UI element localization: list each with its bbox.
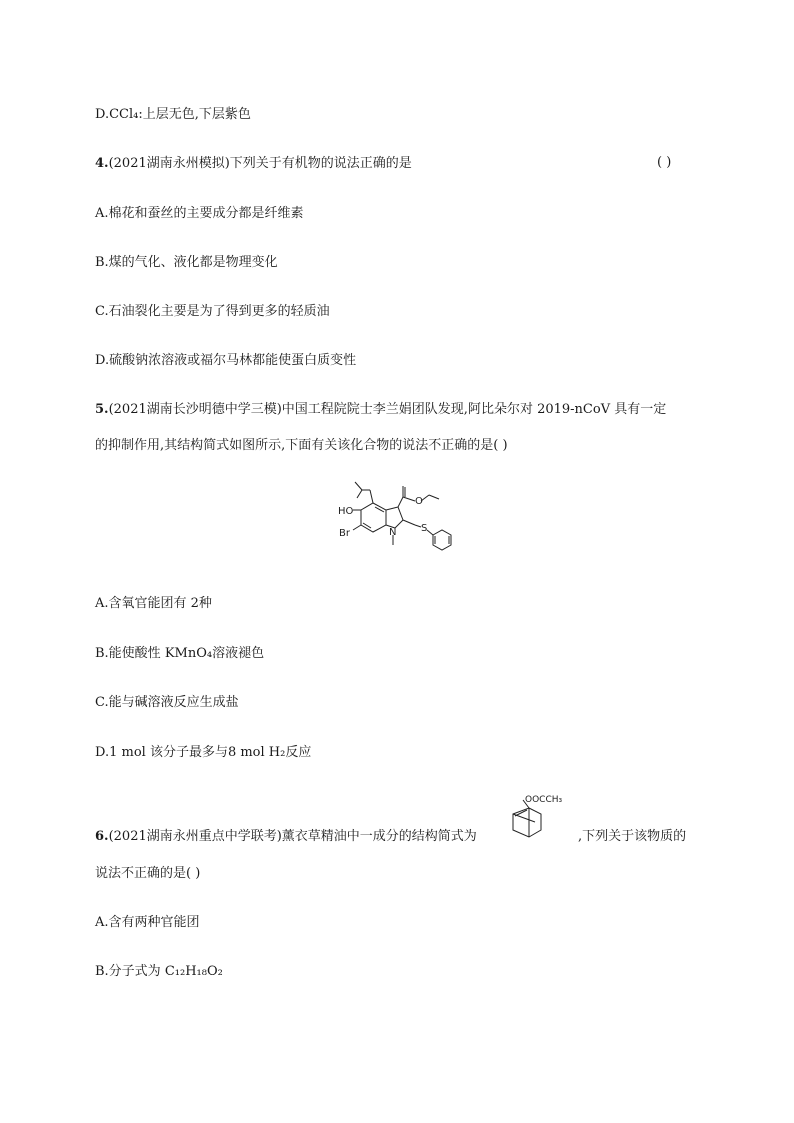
q5-option-a: A.含氧官能团有 2种 — [95, 596, 212, 611]
q4-option-a: A.棉花和蚕丝的主要成分都是纤维素 — [95, 206, 304, 221]
q6-number: 6. — [95, 829, 109, 844]
q5-number: 5. — [95, 402, 109, 417]
q6-option-b: B.分子式为 C₁₂H₁₈O₂ — [95, 964, 223, 979]
q5-structure-label-s: S — [421, 523, 428, 534]
q5-stem-line2: 的抑制作用,其结构简式如图所示,下面有关该化合物的说法不正确的是( ) — [95, 438, 508, 453]
q5-structure-diagram — [335, 480, 465, 560]
q5-structure-label-n: N — [389, 527, 397, 538]
q4-option-c: C.石油裂化主要是为了得到更多的轻质油 — [95, 304, 330, 319]
q4-number: 4. — [95, 156, 109, 171]
q5-option-d: D.1 mol 该分子最多与8 mol H₂反应 — [95, 745, 312, 760]
q6-structure-label: OOCCH₃ — [525, 795, 563, 805]
q5-structure-label-br: Br — [339, 528, 350, 539]
q6-option-a: A.含有两种官能团 — [95, 915, 200, 930]
q4-option-d: D.硫酸钠浓溶液或福尔马林都能使蛋白质变性 — [95, 353, 357, 368]
q4-stem-text: (2021湖南永州模拟)下列关于有机物的说法正确的是 — [108, 156, 412, 171]
q5-stem-text: (2021湖南长沙明德中学三模)中国工程院院士李兰娟团队发现,阿比朵尔对 2019-nCoV 具有一定 — [108, 402, 667, 417]
q5-option-b: B.能使酸性 KMnO₄溶液褪色 — [95, 646, 265, 661]
q6-stem-part2: ,下列关于该物质的 — [578, 829, 687, 844]
q6-stem-line2: 说法不正确的是( ) — [95, 866, 201, 881]
q5-structure-label-o: O — [415, 496, 423, 507]
q6-stem — [95, 828, 477, 846]
q4-stem — [95, 155, 412, 173]
q3-option-d: D.CCl₄:上层无色,下层紫色 — [95, 107, 251, 122]
q5-structure-label-ho: HO — [338, 506, 354, 517]
q4-option-b: B.煤的气化、液化都是物理变化 — [95, 255, 278, 270]
q5-stem-line1 — [95, 401, 666, 419]
q6-stem-part1: (2021湖南永州重点中学联考)薰衣草精油中一成分的结构简式为 — [108, 829, 477, 844]
q5-option-c: C.能与碱溶液反应生成盐 — [95, 695, 239, 710]
q4-answer-paren: ( ) — [657, 155, 672, 170]
